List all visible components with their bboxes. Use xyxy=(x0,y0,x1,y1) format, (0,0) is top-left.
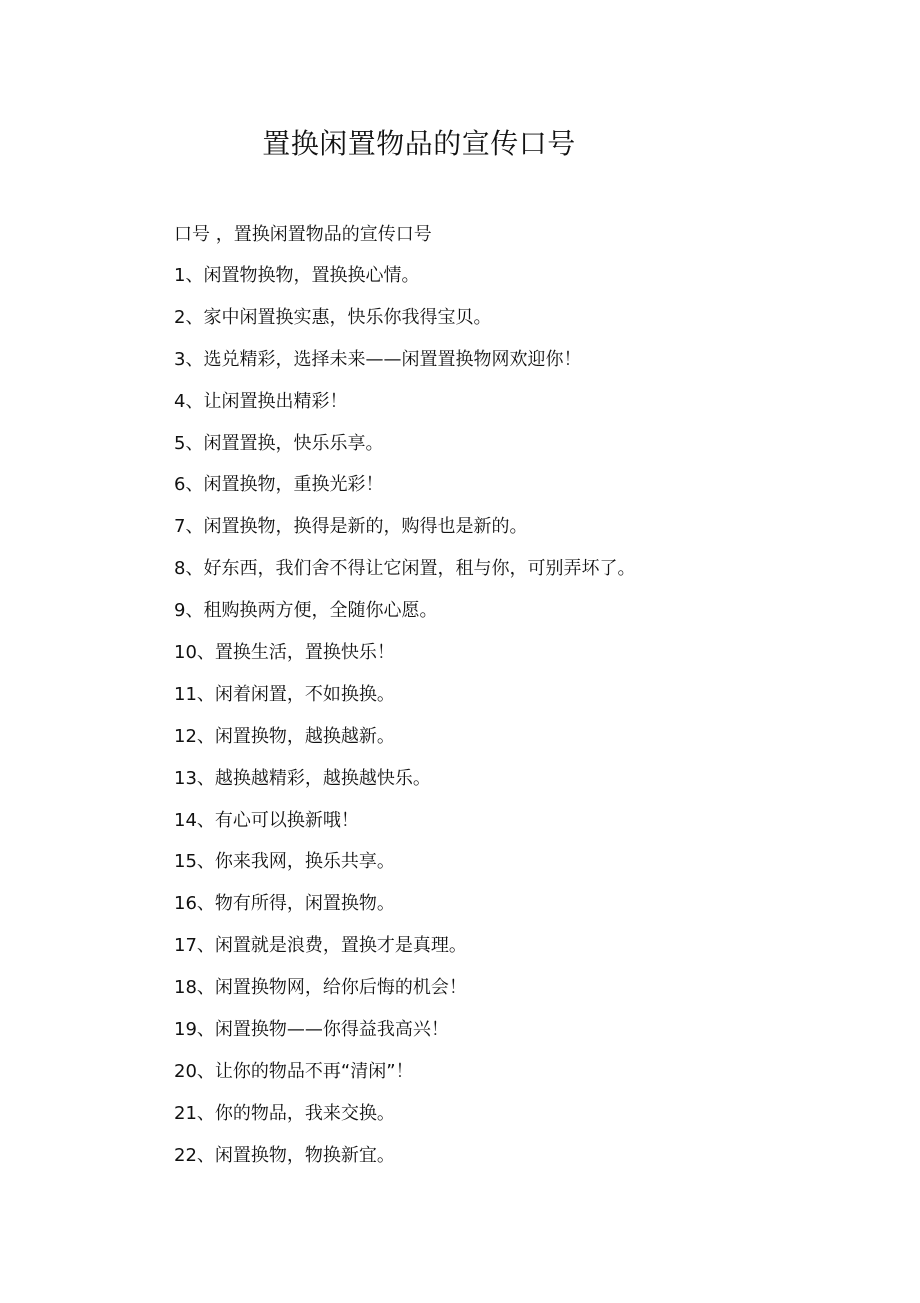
slogan-item: 1、闲置物换物，置换换心情。 xyxy=(174,265,420,286)
slogan-item: 19、闲置换物——你得益我高兴！ xyxy=(174,1019,449,1041)
slogan-item: 6、闲置换物，重换光彩！ xyxy=(174,474,384,496)
slogan-item: 21、你的物品，我来交换。 xyxy=(174,1102,395,1124)
slogan-item: 20、让你的物品不再“清闲”！ xyxy=(174,1060,414,1082)
slogan-item: 12、闲置换物，越换越新。 xyxy=(174,725,395,747)
slogan-item: 9、租购换两方便，全随你心愿。 xyxy=(174,600,438,622)
slogan-item: 4、让闲置换出精彩！ xyxy=(174,390,348,412)
slogan-item: 16、物有所得，闲置换物。 xyxy=(174,893,395,915)
slogan-list xyxy=(174,263,635,1185)
slogan-item: 3、选兑精彩，选择未来——闲置置换物网欢迎你！ xyxy=(174,348,582,370)
slogan-item: 18、闲置换物网，给你后悔的机会！ xyxy=(174,977,467,999)
document-intro: 口号 ，置换闲置物品的宣传口号 xyxy=(174,224,432,245)
slogan-item: 17、闲置就是浪费，置换才是真理。 xyxy=(174,935,467,957)
slogan-item: 11、闲着闲置，不如换换。 xyxy=(174,683,395,705)
slogan-item: 2、家中闲置换实惠，快乐你我得宝贝。 xyxy=(174,306,492,328)
slogan-item: 15、你来我网，换乐共享。 xyxy=(174,851,395,873)
slogan-item: 22、闲置换物，物换新宜。 xyxy=(174,1144,395,1166)
slogan-item: 13、越换越精彩，越换越快乐。 xyxy=(174,767,431,789)
slogan-item: 8、好东西，我们舍不得让它闲置，租与你，可别弄坏了。 xyxy=(174,558,636,580)
slogan-item: 5、闲置置换，快乐乐享。 xyxy=(174,432,384,454)
slogan-item: 7、闲置换物，换得是新的，购得也是新的。 xyxy=(174,516,528,538)
document-title: 置换闲置物品的宣传口号 xyxy=(262,127,576,160)
slogan-item: 10、置换生活，置换快乐！ xyxy=(174,642,395,664)
slogan-item: 14、有心可以换新哦！ xyxy=(174,809,359,831)
